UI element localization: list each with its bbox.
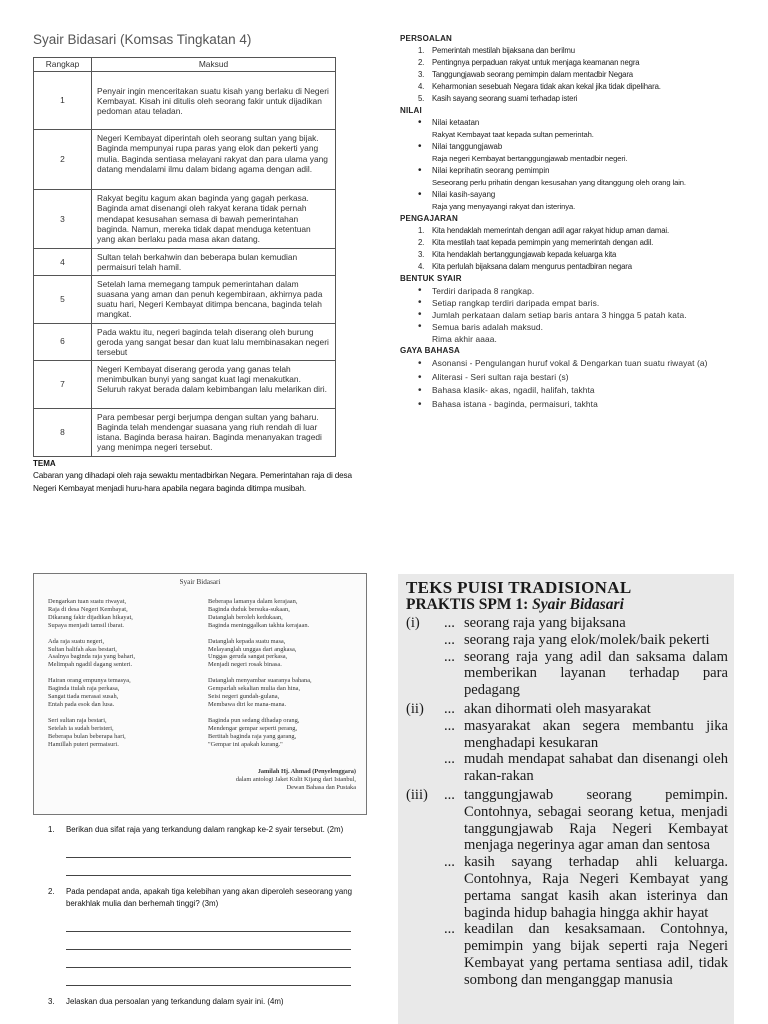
list-item: • Nilai ketaatan Rakyat Kembayat taat kepada sultan pemerintah. [400, 117, 745, 141]
spm-point: ... seorang raja yang bijaksana [444, 615, 728, 632]
tema-heading: TEMA [33, 459, 56, 468]
rangkap-number: 8 [34, 408, 92, 456]
answer-line[interactable] [66, 932, 351, 950]
poem-scan [33, 573, 367, 815]
list-item: • Terdiri daripada 8 rangkap. [400, 285, 745, 297]
list-item: • Bahasa istana - baginda, permaisuri, takhta [400, 398, 745, 412]
spm-point: ... mudah mendapat sahabat dan disenangi oleh rakan-rakan [444, 751, 728, 785]
answer-line[interactable] [66, 1012, 351, 1024]
rangkap-meaning: Negeri Kembayat diserang geroda yang ganas telah menimbulkan bunyi yang sangat kuat lagi menakutkan. Seluruh rakyat berada dalam kebimbangan lalu melarikan diri. [92, 360, 336, 408]
list-item: 3. Tanggungjawab seorang pemimpin dalam mentadbir Negara [418, 70, 633, 79]
poem-column-left [48, 598, 198, 757]
rangkap-number: 5 [34, 275, 92, 323]
spm-point: ... masyarakat akan segera membantu jika menghadapi kesukaran [444, 718, 728, 752]
spm-point: ... tanggungjawab seorang pemimpin. Contohnya, sebagai seorang ketua, menjadi tanggungjawab Raja Negeri Kembayat menjaga negerinya agar aman dan sentosa [444, 787, 728, 854]
table-row [34, 72, 336, 130]
bentuk-list [400, 285, 745, 345]
list-item: 2. Pentingnya perpaduan rakyat untuk menjaga keamanan negra [418, 58, 640, 67]
rangkap-meaning: Setelah lama memegang tampuk pemerintahan dalam suasana yang aman dan penuh kegembiraan, akhirnya pada suatu hari, Negeri Kembayat ditimpa bencana, baginda telah mangkat. [92, 275, 336, 323]
poem-stanza: Seri sultan raja bestari, Setelah ia sudah beristeri, Beberapa bulan beberapa hari, Hamillah puteri permaisuri. [48, 716, 126, 748]
rangkap-meaning: Rakyat begitu kagum akan baginda yang gagah perkasa. Baginda amat disenangi oleh rakyat kerana tidak pernah mendapat kesusahan semasa di bawah pemerintahan baginda. Namun, mereka tidak dapat menduga ketentuan yang akan berlaku pada masa akan datang. [92, 190, 336, 249]
table-header-row [34, 58, 336, 72]
gaya-heading: GAYA BAHASA [400, 346, 460, 355]
table-row [34, 275, 336, 323]
list-item: 1. Kita hendaklah memerintah dengan adil agar rakyat hidup aman damai. [418, 226, 670, 235]
rangkap-meaning: Sultan telah berkahwin dan beberapa bulan kemudian permaisuri telah hamil. [92, 249, 336, 276]
list-item: • Aliterasi - Seri sultan raja bestari (s) [400, 371, 745, 385]
poem-title: Syair Bidasari [179, 578, 221, 586]
rangkap-number: 3 [34, 190, 92, 249]
table-row [34, 408, 336, 456]
rangkap-number: 1 [34, 72, 92, 130]
spm-section: (i) ... seorang raja yang bijaksana ... seorang raja yang elok/molek/baik pekerti ... seorang raja yang adil dan saksama dalam memberikan layanan terhadap para pedagang [406, 615, 728, 699]
rangkap-number: 7 [34, 360, 92, 408]
bentuk-heading: BENTUK SYAIR [400, 274, 462, 283]
column-header-rangkap: Rangkap [34, 58, 92, 72]
rangkap-table [33, 57, 336, 457]
table-row [34, 249, 336, 276]
column-header-maksud: Maksud [92, 58, 336, 72]
list-item: • Setiap rangkap terdiri daripada empat baris. [400, 297, 745, 309]
gaya-list [400, 357, 745, 411]
table-row [34, 130, 336, 190]
list-item: • Semua baris adalah maksud. Rima akhir aaaa. [400, 321, 745, 345]
table-row [34, 360, 336, 408]
list-item: • Nilai kasih-sayang Raja yang menyayangi rakyat dan isterinya. [400, 189, 745, 213]
list-item: 4. Keharmonian sesebuah Negara tidak akan kekal jika tidak dipelihara. [418, 82, 661, 91]
rima-note: Rima akhir aaaa. [432, 334, 497, 344]
poem-stanza: Datanglah menyambar suaranya bahana, Gemparlah sekalian mulia dan hina, Seisi negeri gundah-gulana, Membawa diri ke mana-mana. [208, 677, 312, 708]
poem-column-right [208, 598, 358, 757]
poem-stanza: Ada raja suatu negeri, Sultan halifah akas bestari, Asalnya baginda raja yang bahari, Melimpah ngadil dagang senteri. [48, 637, 136, 669]
questions-section [48, 824, 368, 1024]
table-row [34, 323, 336, 360]
rangkap-number: 2 [34, 130, 92, 190]
spm-point: ... kasih sayang terhadap ahli keluarga. Contohnya, Raja Negeri Kembayat yang pertama sangat kasih akan isterinya dan baginda hidup bahagia hingga akhir hayat [444, 854, 728, 921]
spm-answer-scan [398, 574, 734, 1024]
list-item: 1. Pemerintah mestilah bijaksana dan berilmu [418, 46, 575, 55]
poem-stanza: Datanglah kepada suatu masa, Melayanglah unggas dari angkasa, Unggas geruda sangat perkasa, Menjadi negeri rosak binasa. [208, 637, 297, 669]
nilai-list [400, 117, 745, 213]
list-item: • Nilai keprihatin seorang pemimpin Seseorang perlu prihatin dengan kesusahan yang ditanggung oleh orang lain. [400, 165, 745, 189]
question-2: 2. Pada pendapat anda, apakah tiga kelebihan yang akan diperoleh seseorang yang berakhlak mulia dan berhemah tinggi? (3m) [48, 887, 353, 908]
persoalan-list [400, 45, 745, 105]
poem-stanza: Dengarkan tuan suatu riwayat, Raja di desa Negeri Kembayat, Dikarang fakir dijadikan hikayat, Supaya menjadi tamsil ibarat. [48, 598, 133, 629]
list-item: • Asonansi - Pengulangan huruf vokal & Dengarkan tuan suatu riwayat (a) [400, 357, 745, 371]
spm-subtitle: PRAKTIS SPM 1: Syair Bidasari [406, 596, 624, 613]
question-3: 3. Jelaskan dua persoalan yang terkandung dalam syair ini. (4m) [48, 997, 284, 1006]
spm-point: ... keadilan dan kesaksamaan. Contohnya, pemimpin yang bijak seperti raja Negeri Kembayat yang pertama sentiasa adil, tidak sombong dan menganggap manusia [444, 921, 728, 988]
poem-stanza: Baginda pun sedang dihadap orang, Mendengar gempar seperti perang, Bertitah baginda raja yang garang, "Gempar ini apakah kurang." [208, 716, 300, 748]
answer-line[interactable] [66, 840, 351, 858]
tema-section [33, 458, 368, 496]
notes-panel [400, 33, 745, 411]
rangkap-meaning: Negeri Kembayat diperintah oleh seorang sultan yang bijak. Baginda mempunyai rupa paras yang elok dan pekerti yang mulia. Baginda sentiasa melayani rakyat dan para ulama yang datang mendalami ilmu dalam bidang agama dengan adil. [92, 130, 336, 190]
list-item: 4. Kita perlulah bijaksana dalam mengurus pentadbiran negara [418, 262, 632, 271]
poem-credit [236, 768, 356, 792]
answer-line[interactable] [66, 914, 351, 932]
pengajaran-list [400, 225, 745, 273]
poem-author: Jamilah Hj. Ahmad (Penyelenggara) [257, 768, 356, 775]
list-item: • Jumlah perkataan dalam setiap baris antara 3 hingga 5 patah kata. [400, 309, 745, 321]
rangkap-meaning: Para pembesar pergi berjumpa dengan sultan yang baharu. Baginda telah mendengar suasana yang riuh rendah di luar istana. Baginda berasa hairan. Baginda menanyakan tragedi yang menimpa negeri tersebut. [92, 408, 336, 456]
nilai-heading: NILAI [400, 106, 422, 115]
spm-point: ... seorang raja yang adil dan saksama dalam memberikan layanan terhadap para pedagang [444, 649, 728, 699]
spm-title: TEKS PUISI TRADISIONAL [406, 578, 632, 597]
poem-publisher: Dewan Bahasa dan Pustaka [286, 784, 356, 791]
list-item: 2. Kita mestilah taat kepada pemimpin yang memerintah dengan adil. [418, 238, 654, 247]
spm-section: (ii) ... akan dihormati oleh masyarakat ... masyarakat akan segera membantu jika menghadapi kesukaran ... mudah mendapat sahabat dan disenangi oleh rakan-rakan [406, 701, 728, 785]
document-title: Syair Bidasari (Komsas Tingkatan 4) [33, 32, 252, 47]
pengajaran-heading: PENGAJARAN [400, 214, 459, 223]
poem-stanza: Hairan orang empunya temasya, Baginda itulah raja perkasa, Sangat tiada merasai susah, Entah pada esok dan lusa. [48, 677, 131, 708]
table-row [34, 190, 336, 249]
spm-point: ... akan dihormati oleh masyarakat [444, 701, 728, 718]
question-1: 1. Berikan dua sifat raja yang terkandung dalam rangkap ke-2 syair tersebut. (2m) [48, 825, 344, 834]
list-item: • Nilai tanggungjawab Raja negeri Kembayat bertanggungjawab mentadbir negeri. [400, 141, 745, 165]
poem-stanza: Beberapa lamanya dalam kerajaan, Baginda duduk bersuka-sukaan, Datanglah beroleh kedukaan, Baginda meninggalkan takhta kerajaan. [208, 598, 310, 629]
tema-body: Cabaran yang dihadapi oleh raja sewaktu mentadbirkan Negara. Pemerintahan raja di desa Negeri Kembayat menjadi huru-hara apabila negara baginda ditimpa musibah. [33, 471, 352, 494]
rangkap-number: 4 [34, 249, 92, 276]
poem-source: dalam antologi Jaket Kulit Kijang dari Istanbul, [235, 776, 356, 783]
list-item: 5. Kasih sayang seorang suami terhadap isteri [418, 94, 578, 103]
answer-line[interactable] [66, 858, 351, 876]
list-item: • Bahasa klasik- akas, ngadil, halifah, takhta [400, 384, 745, 398]
rangkap-number: 6 [34, 323, 92, 360]
list-item: 3. Kita hendaklah bertanggungjawab kepada keluarga kita [418, 250, 617, 259]
answer-line[interactable] [66, 950, 351, 968]
spm-section: (iii) ... tanggungjawab seorang pemimpin. Contohnya, sebagai seorang ketua, menjadi tanggungjawab Raja Negeri Kembayat menjaga negerinya agar aman dan sentosa ... kasih sayang terhadap ahli keluarga. Contohnya, Raja Negeri Kembayat yang pertama sangat kasih akan isterinya dan baginda hidup bahagia hingga akhir hayat ... keadilan dan kesaksamaan. Contohnya, pemimpin yang bijak seperti raja Negeri Kembayat yang pertama sentiasa adil, tidak sombong dan menganggap manusia [406, 787, 728, 989]
persoalan-heading: PERSOALAN [400, 34, 453, 43]
answer-line[interactable] [66, 968, 351, 986]
spm-point: ... seorang raja yang elok/molek/baik pekerti [444, 632, 728, 649]
rangkap-meaning: Pada waktu itu, negeri baginda telah diserang oleh burung geroda yang sangat besar dan kuat lalu membinasakan negeri tersebut [92, 323, 336, 360]
rangkap-meaning: Penyair ingin menceritakan suatu kisah yang berlaku di Negeri Kembayat. Kisah ini ditulis oleh seorang fakir untuk dijadikan pedoman atau teladan. [92, 72, 336, 130]
